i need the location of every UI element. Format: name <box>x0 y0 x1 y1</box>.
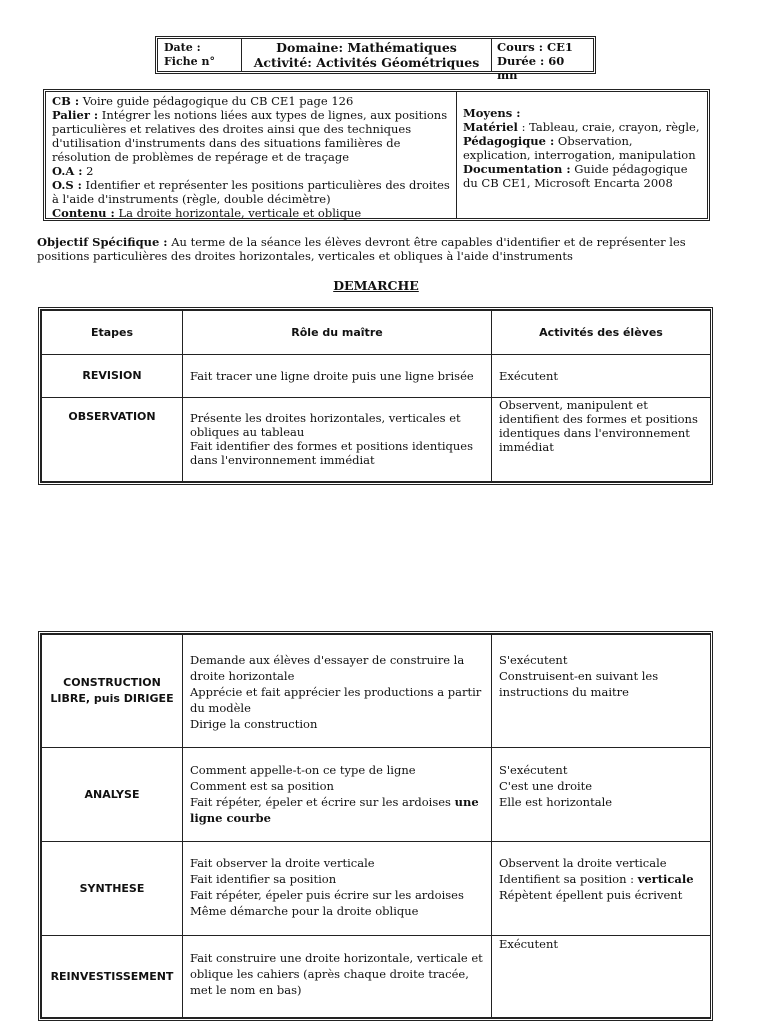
header-activites: Activités des élèves <box>492 311 711 355</box>
palier-line <box>52 108 450 164</box>
role-text: Demande aux élèves d'essayer de construire la droite horizontale <box>190 653 465 683</box>
role-text: Fait observer la droite verticale <box>190 856 375 870</box>
activites-cell <box>492 635 711 748</box>
steps-table-2 <box>41 634 711 1018</box>
role-bold-text: une ligne courbe <box>190 795 479 825</box>
oa-label: O.A : <box>52 164 83 178</box>
step-name: REINVESTISSEMENT <box>42 936 183 1018</box>
os-label: O.S : <box>52 178 82 192</box>
table-header-row <box>42 311 711 355</box>
pedagogique-text: Observation, explication, interrogation, manipulation <box>463 134 696 162</box>
role-text: Dirige la construction <box>190 717 318 731</box>
date-label: Date : <box>164 41 201 54</box>
duree-text: Durée : 60 mn <box>497 54 565 82</box>
pedagogique-line <box>463 134 701 162</box>
info-box <box>43 89 710 221</box>
role-cell <box>183 355 492 398</box>
table-row <box>42 842 711 936</box>
fiche-label: Fiche n° <box>164 55 216 68</box>
info-competences <box>46 92 457 218</box>
cb-label: CB : <box>52 94 80 108</box>
oa-text: 2 <box>82 164 94 178</box>
pedagogique-label: Pédagogique : <box>463 134 555 148</box>
role-text: Fait tracer une ligne droite puis une ligne brisée <box>190 369 474 383</box>
table-row <box>42 936 711 1018</box>
role-text: Comment est sa position <box>190 779 334 793</box>
role-text: Apprécie et fait apprécier les productions a partir du modèle <box>190 685 482 715</box>
materiel-line <box>463 120 701 134</box>
materiel-text: : Tableau, craie, crayon, règle, <box>517 120 700 134</box>
activites-cell <box>492 842 711 936</box>
header-course <box>492 39 593 82</box>
materiel-label: Matériel <box>463 120 518 134</box>
step-name: CONSTRUCTION LIBRE, puis DIRIGEE <box>42 635 183 748</box>
contenu-text: La droite horizontale, verticale et oblique <box>114 206 362 220</box>
demarche-table-1 <box>38 307 713 485</box>
documentation-line <box>463 162 701 190</box>
table-row <box>42 635 711 748</box>
activites-cell <box>492 748 711 842</box>
documentation-text: Guide pédagogique du CB CE1, Microsoft Encarta 2008 <box>463 162 688 190</box>
activites-text: Observent, manipulent et identifient des formes et positions identiques dans l'environnement immédiat <box>499 398 698 454</box>
cb-text: Voire guide pédagogique du CB CE1 page 126 <box>79 94 354 108</box>
role-text: Fait construire une droite horizontale, verticale et oblique les cahiers (après chaque droite tracée, met le nom en bas) <box>190 951 483 997</box>
table-row <box>42 355 711 398</box>
role-text: Fait répéter, épeler puis écrire sur les ardoises <box>190 888 464 902</box>
header-etapes: Etapes <box>42 311 183 355</box>
activite-text: Activité: Activités Géométriques <box>253 55 480 70</box>
objectif-specifique <box>37 235 737 263</box>
header-date-fiche <box>158 39 242 71</box>
cb-line <box>52 94 450 108</box>
activites-text <box>499 871 703 887</box>
demarche-table-2 <box>38 631 713 1021</box>
lesson-header <box>155 36 596 82</box>
step-name: ANALYSE <box>42 748 183 842</box>
moyens-line <box>463 106 701 120</box>
activites-cell <box>492 936 711 1018</box>
oa-line <box>52 164 450 178</box>
role-cell <box>183 635 492 748</box>
activites-text: S'exécutent <box>499 653 568 667</box>
header-domain <box>242 39 492 71</box>
role-cell <box>183 936 492 1018</box>
activites-text: Exécutent <box>499 369 558 383</box>
role-cell <box>183 842 492 936</box>
role-cell <box>183 748 492 842</box>
domaine-text: Domaine: Mathématiques <box>276 40 457 55</box>
moyens-label: Moyens : <box>463 106 521 120</box>
activites-text: C'est une droite <box>499 779 593 793</box>
activites-text: Répètent épellent puis écrivent <box>499 888 683 902</box>
documentation-label: Documentation : <box>463 162 571 176</box>
objectif-label: Objectif Spécifique : <box>37 235 168 249</box>
activites-prefix: Identifient sa position : <box>499 872 638 886</box>
step-name: REVISION <box>42 355 183 398</box>
step-name: SYNTHESE <box>42 842 183 936</box>
os-line <box>52 178 450 206</box>
contenu-label: Contenu : <box>52 206 115 220</box>
role-text: Comment appelle-t-on ce type de ligne <box>190 763 416 777</box>
role-text: Présente les droites horizontales, verticales et obliques au tableau <box>190 411 461 439</box>
role-prefix: Fait répéter, épeler et écrire sur les ardoises <box>190 795 455 809</box>
cours-text: Cours : CE1 <box>497 40 573 54</box>
steps-table-1 <box>41 310 711 482</box>
activites-text: S'exécutent <box>499 763 568 777</box>
role-cell <box>183 398 492 482</box>
objectif-text: Au terme de la séance les élèves devront être capables d'identifier et de représenter les positions particulières des droites horizontales, verticales et obliques à l'aide d'instruments <box>37 235 686 263</box>
role-text: Fait identifier sa position <box>190 872 337 886</box>
os-text: Identifier et représenter les positions particulières des droites à l'aide d'instruments (règle, double décimètre) <box>52 178 450 206</box>
palier-text: Intégrer les notions liées aux types de lignes, aux positions particulières et relatives des droites ainsi que des techniques d'utilisation d'instruments dans des situations familières de résolution de problèmes de repérage et de traçage <box>52 108 448 164</box>
demarche-title: DEMARCHE <box>333 278 419 293</box>
activites-text: Construisent-en suivant les instructions du maitre <box>499 669 659 699</box>
activites-cell <box>492 355 711 398</box>
table-row <box>42 398 711 482</box>
activites-bold-text: verticale <box>637 872 694 886</box>
palier-label: Palier : <box>52 108 99 122</box>
activites-cell <box>492 398 711 482</box>
activites-text: Exécutent <box>499 937 558 951</box>
contenu-line <box>52 206 450 220</box>
info-moyens <box>457 92 707 218</box>
activites-text: Elle est horizontale <box>499 795 613 809</box>
role-text: Fait identifier des formes et positions identiques dans l'environnement immédiat <box>190 439 474 467</box>
role-text: Même démarche pour la droite oblique <box>190 904 419 918</box>
step-name: OBSERVATION <box>42 398 183 482</box>
activites-text: Observent la droite verticale <box>499 856 667 870</box>
header-role: Rôle du maître <box>183 311 492 355</box>
table-row <box>42 748 711 842</box>
role-text <box>190 794 484 826</box>
